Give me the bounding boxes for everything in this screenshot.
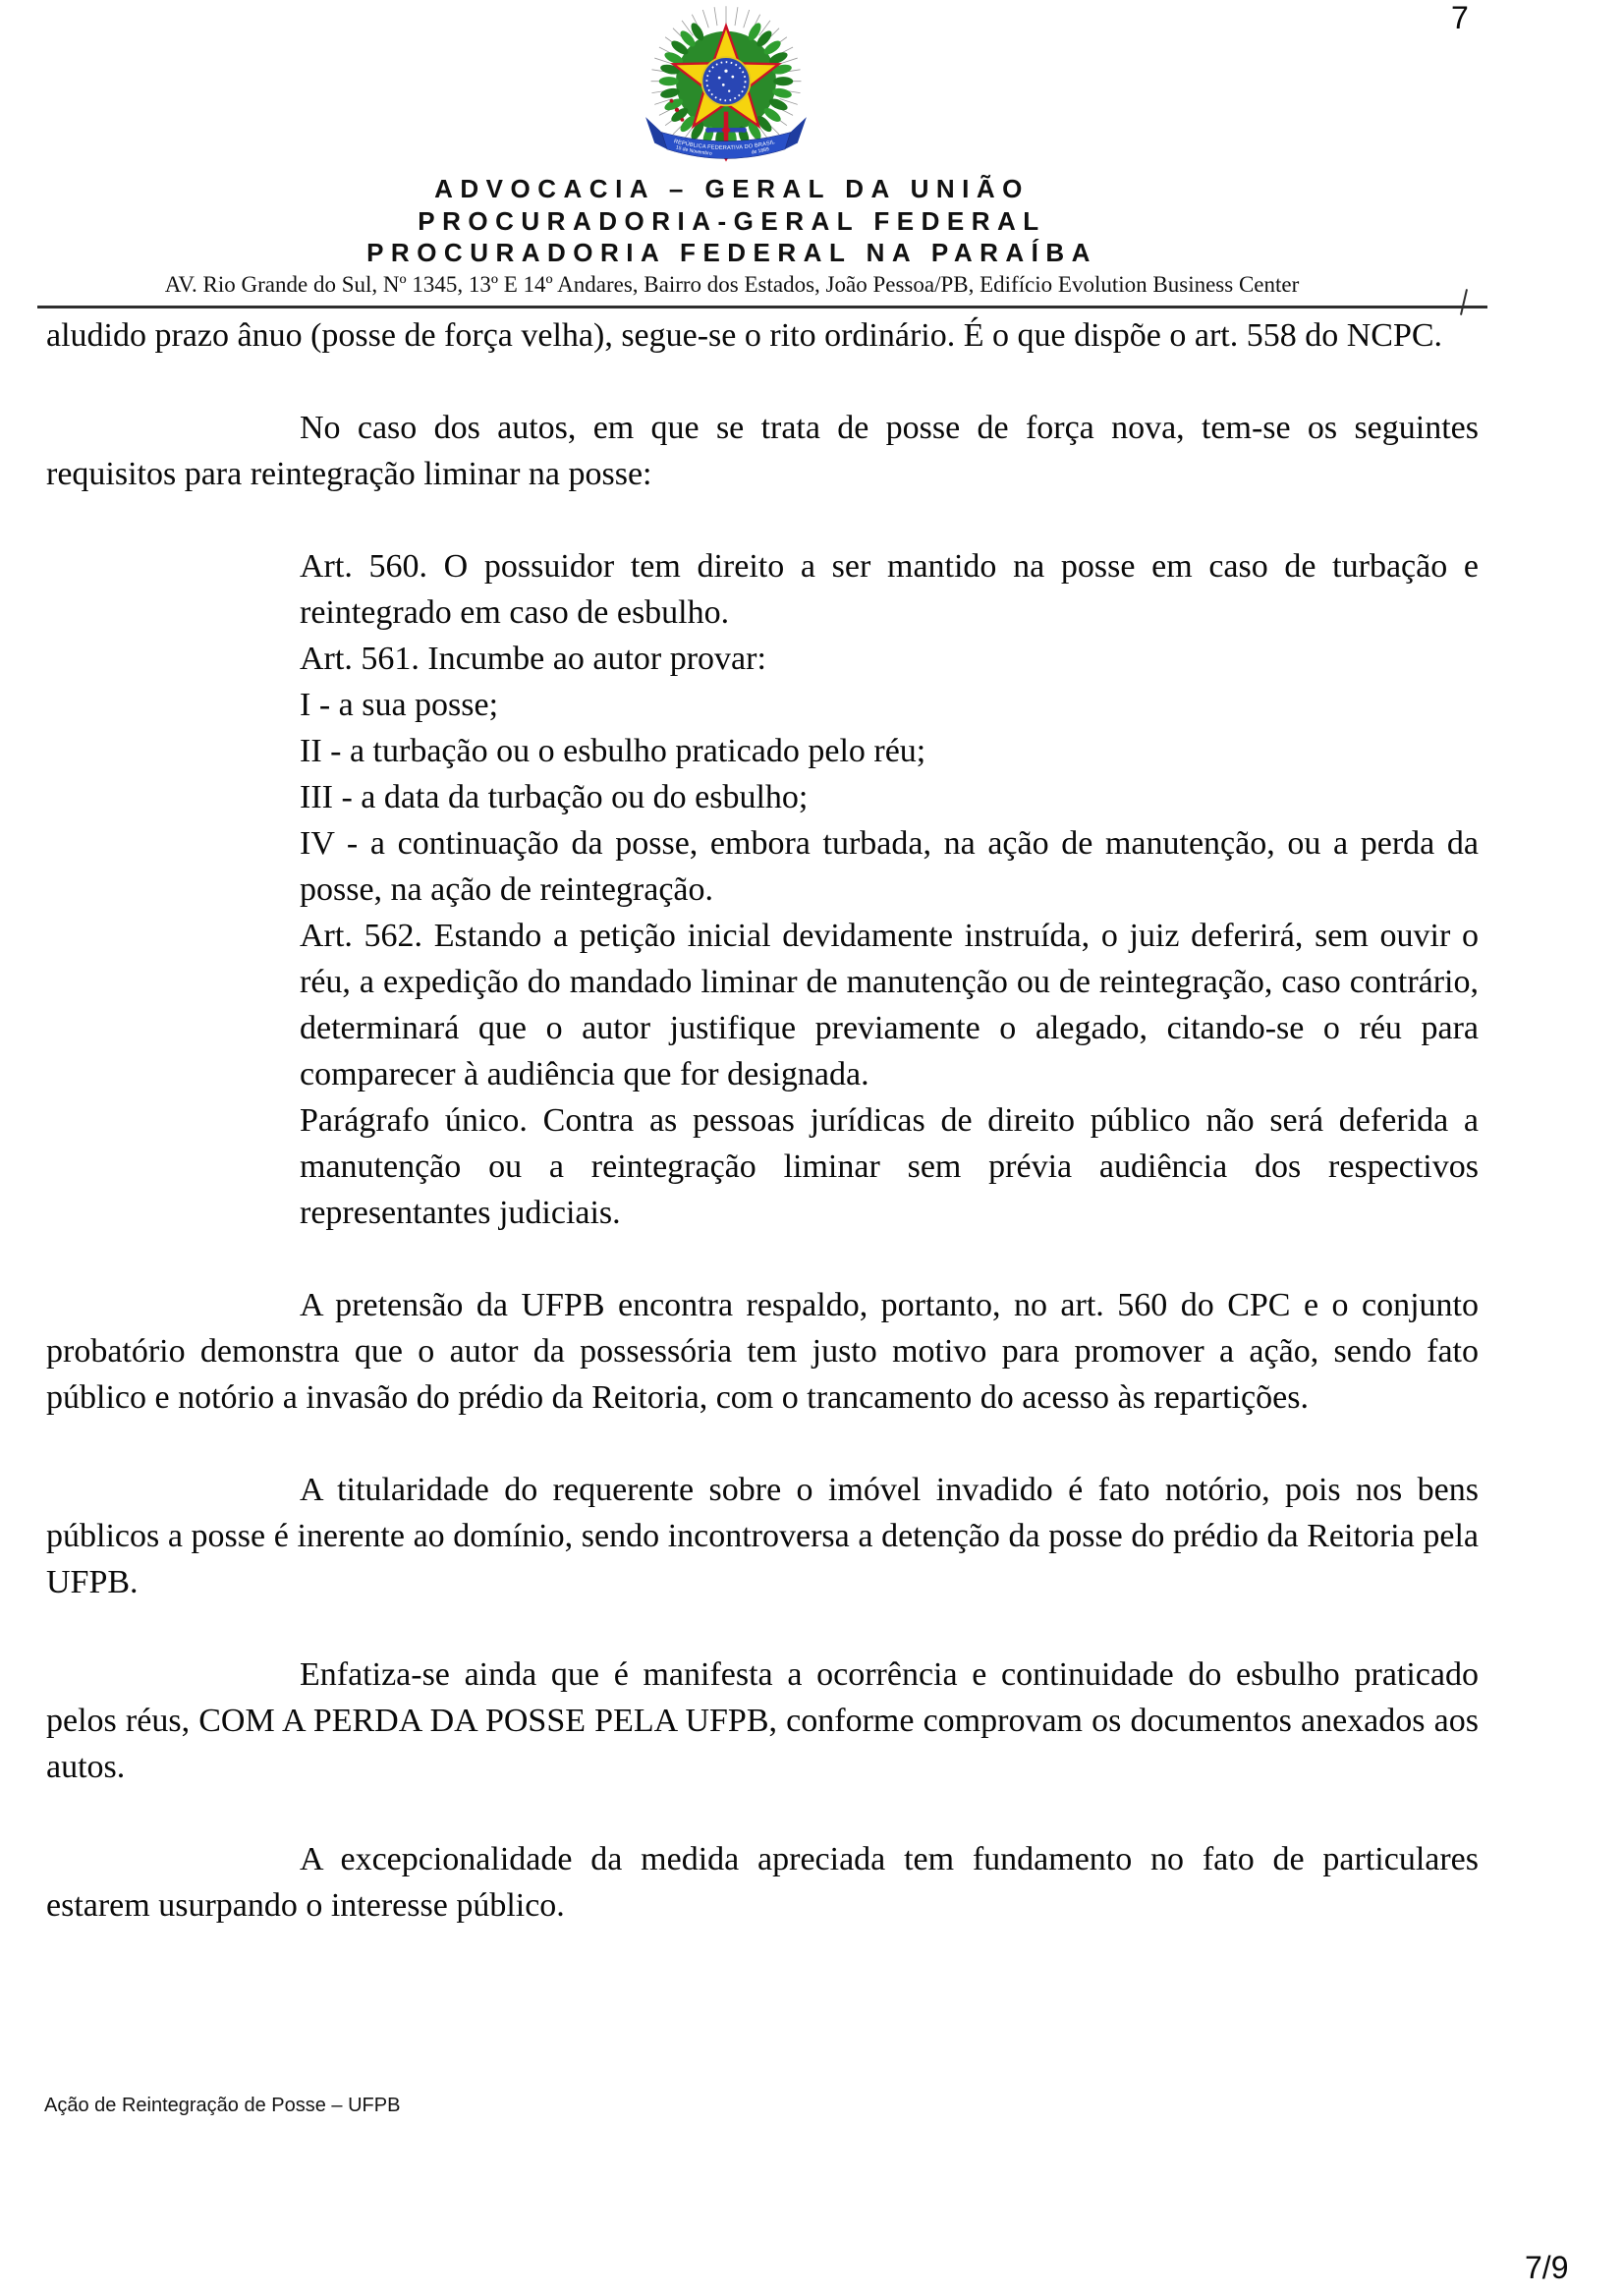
quote-item-iii: III - a data da turbação ou do esbulho; <box>300 779 809 815</box>
letterhead-divider <box>37 306 1487 308</box>
brazil-coat-of-arms-icon <box>637 6 815 171</box>
org-line-agu: ADVOCACIA – GERAL DA UNIÃO <box>434 174 1030 203</box>
paragraph-pretensao: A pretensão da UFPB encontra respaldo, portanto, no art. 560 do CPC e o conjunto probatório demonstra que o autor da possessória tem justo motivo para promover a ação, sendo fato público e notório a invasão do prédio da Reitoria, com o trancamento do acesso às repartições. <box>46 1287 1479 1416</box>
document-footer-label: Ação de Reintegração de Posse – UFPB <box>44 2095 401 2116</box>
emblem-ribbon-date-left: 15 de Novembro <box>675 144 712 157</box>
quote-item-iv: IV - a continuação da posse, embora turbada, na ação de manutenção, ou a perda da posse, na ação de reintegração. <box>300 825 1479 908</box>
quote-item-ii: II - a turbação ou o esbulho praticado pelo réu; <box>300 733 926 769</box>
emblem-celestial-disc <box>701 57 750 105</box>
page-number-top: 7 <box>1451 0 1469 35</box>
scan-artifact-mark <box>1460 289 1468 315</box>
org-address: AV. Rio Grande do Sul, Nº 1345, 13º E 14º Andares, Bairro dos Estados, João Pessoa/PB, Edifício Evolution Business Center <box>164 272 1300 297</box>
page-number-bottom: 7/9 <box>1525 2250 1569 2285</box>
org-line-pgf: PROCURADORIA-GERAL FEDERAL <box>418 205 1046 236</box>
paragraph-enfatiza: Enfatiza-se ainda que é manifesta a ocorrência e continuidade do esbulho praticado pelos réus, COM A PERDA DA POSSE PELA UFPB, conforme comprovam os documentos anexados aos autos. <box>46 1656 1479 1785</box>
org-line-pfpb: PROCURADORIA FEDERAL NA PARAÍBA <box>366 238 1097 267</box>
paragraph-excepcionalidade: A excepcionalidade da medida apreciada tem fundamento no fato de particulares estarem usurpando o interesse público. <box>46 1841 1479 1924</box>
emblem-ribbon-date-right: de 1889 <box>751 146 770 156</box>
quote-art-560: Art. 560. O possuidor tem direito a ser mantido na posse em caso de turbação e reintegrado em caso de esbulho. <box>300 548 1479 631</box>
quote-art-561: Art. 561. Incumbe ao autor provar: <box>300 641 766 677</box>
paragraph-intro-requisitos: No caso dos autos, em que se trata de posse de força nova, tem-se os seguintes requisitos para reintegração liminar na posse: <box>46 410 1479 492</box>
quote-item-i: I - a sua posse; <box>300 687 499 723</box>
paragraph-titularidade: A titularidade do requerente sobre o imóvel invadido é fato notório, pois nos bens públicos a posse é inerente ao domínio, sendo incontroversa a detenção da posse do prédio da Reitoria pela UFPB. <box>46 1472 1479 1600</box>
quote-art-562: Art. 562. Estando a petição inicial devidamente instruída, o juiz deferirá, sem ouvir o réu, a expedição do mandado liminar de manutenção ou de reintegração, caso contrário, determinará que o autor justifique previamente o alegado, citando-se o réu para comparecer à audiência que for designada. <box>300 918 1479 1092</box>
law-quote-block <box>300 543 1479 1236</box>
org-title-block <box>93 173 1371 269</box>
body-text <box>46 312 1479 1975</box>
quote-paragrafo-unico: Parágrafo único. Contra as pessoas jurídicas de direito público não será deferida a manutenção ou a reintegração liminar sem prévia audiência dos respectivos representantes judiciais. <box>300 1102 1479 1231</box>
emblem-ribbon-text: REPÚBLICA FEDERATIVA DO BRASIL <box>673 139 776 151</box>
paragraph-continuation: aludido prazo ânuo (posse de força velha), segue-se o rito ordinário. É o que dispõe o art. 558 do NCPC. <box>46 317 1443 354</box>
